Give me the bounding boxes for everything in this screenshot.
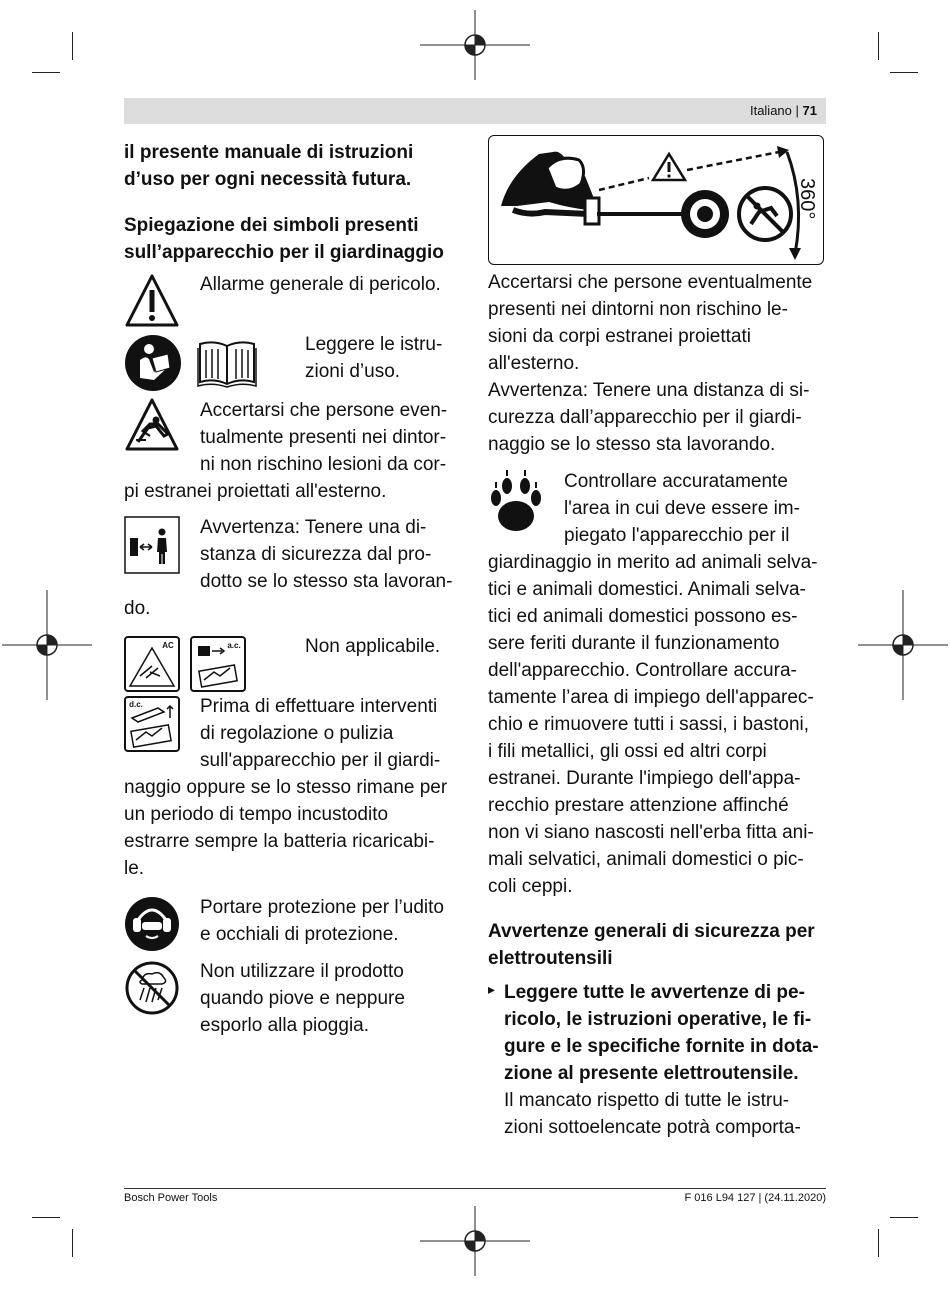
header-separator: | xyxy=(795,103,799,118)
section-title-symbols: Spiegazione dei simboli presenti sull’apparecchio per il giardinaggio xyxy=(124,215,444,263)
trimmer-360-figure xyxy=(488,135,824,265)
registration-mark-top xyxy=(420,10,530,80)
crop-mark xyxy=(72,1229,73,1257)
trimmer-illustration xyxy=(489,136,822,263)
ac-label: AC xyxy=(162,641,174,650)
ac-cable-icon xyxy=(124,636,180,692)
dc-label: d.c. xyxy=(129,700,143,709)
footer-rule xyxy=(124,1188,826,1189)
right-paragraph-1: Accertarsi che persone eventualmente presenti nei dintorni non rischino le- sioni da corpi estranei proiettati all'esterno. Avvertenza: Tenere una distanza di si- curezza dall’apparecchio per il giardi- naggio se lo stesso sta lavorando. xyxy=(488,272,813,455)
figure-360-label: 360° xyxy=(796,178,818,220)
crop-mark xyxy=(890,72,918,73)
symbol-read-instructions: Leggere le istru- zioni d’uso. xyxy=(305,334,443,382)
symbol-safety-distance: Avvertenza: Tenere una di- stanza di sicurezza dal pro- dotto se lo stesso sta lavoran- do. xyxy=(124,517,453,619)
symbol-general-danger: Allarme generale di pericolo. xyxy=(200,274,441,295)
symbol-protection: Portare protezione per l’udito e occhiali di protezione. xyxy=(200,897,444,945)
registration-mark-left xyxy=(2,590,92,700)
crop-mark xyxy=(72,32,73,60)
warning-triangle-icon xyxy=(124,272,180,330)
symbol-no-rain: Non utilizzare il prodotto quando piove e neppure esporlo alla pioggia. xyxy=(200,961,405,1036)
right-paragraph-animals: Controllare accuratamente l'area in cui deve essere im- piegato l'apparecchio per il giardinaggio in merito ad animali selva- tici e animali domestici. Animali selva- tici ed animali domestici possono es- sere feriti durante il funzionamento dell'apparecchio. Controllare accura- tamente l’area di impiego dell'apparec- chio e rimuovere tutti i sassi, i bastoni, i fili metallici, gli ossi ed altri corpi estranei. Durante l'impiego dell'appa- recchio prestare attenzione affinché non vi siano nascosti nell'erba fitta ani- mali selvatici, animali domestici o pic- coli ceppi. xyxy=(488,471,818,897)
bullet-read-all-warnings: ▸ Leggere tutte le avvertenze di pe- ricolo, le istruzioni operative, le fi- gure e le specifiche fornite in dota- zione al presente elettroutensile. Il mancato rispetto di tutte le istru- zioni sottoelencate potrà comporta- xyxy=(488,981,819,1138)
section-title-general-warnings: Avvertenze generali di sicurezza per elettroutensili xyxy=(488,921,815,969)
ear-eye-protection-icon xyxy=(124,896,180,952)
crop-mark xyxy=(890,1217,918,1218)
crop-mark xyxy=(878,1229,879,1257)
running-header xyxy=(750,103,817,118)
crop-mark xyxy=(32,72,60,73)
open-book-icon xyxy=(196,338,258,388)
symbol-not-applicable: Non applicabile. xyxy=(305,636,441,657)
read-manual-icon xyxy=(124,334,182,392)
header-bar xyxy=(124,98,826,124)
symbol-thrown-objects: Accertarsi che persone even- tualmente presenti nei dintor- ni non rischino lesioni da cor- pi estranei proiettati all'esterno. xyxy=(124,400,448,502)
crop-mark xyxy=(32,1217,60,1218)
ac-plug-icon xyxy=(190,636,246,692)
crop-mark xyxy=(878,32,879,60)
no-rain-icon xyxy=(124,960,180,1016)
header-language: Italiano xyxy=(749,103,792,118)
symbol-remove-battery: Prima di effettuare interventi di regolazione o pulizia sull'apparecchio per il giardi- naggio oppure se lo stesso rimane per un periodo di tempo incustodito estrarre sempre la batteria ricaricabi- le. xyxy=(124,696,448,879)
footer-brand: Bosch Power Tools xyxy=(124,1192,218,1204)
ac2-label: a.c. xyxy=(227,641,241,650)
page-number: 71 xyxy=(802,103,817,118)
registration-mark-right xyxy=(858,590,948,700)
footer-doc-id: F 016 L94 127 | (24.11.2020) xyxy=(684,1192,826,1204)
registration-mark-bottom xyxy=(420,1206,530,1276)
intro-text: il presente manuale di istruzioni d’uso per ogni necessità futura. xyxy=(124,142,414,190)
bullet-marker: ▸ xyxy=(488,981,496,997)
